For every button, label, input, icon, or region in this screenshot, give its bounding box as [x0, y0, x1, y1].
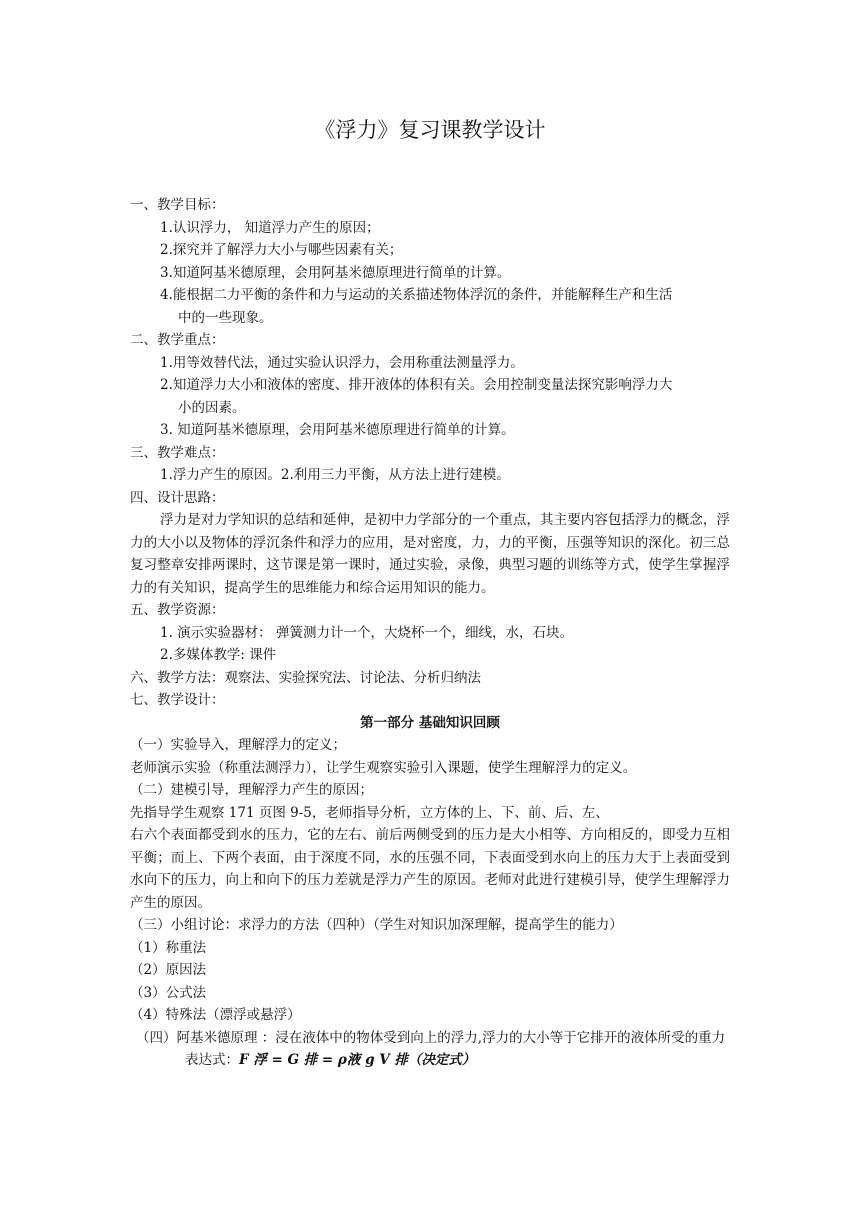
list-item: 2.知道浮力大小和液体的密度、排开液体的体积有关。会用控制变量法探究影响浮力大	[160, 377, 673, 393]
subsection-heading: （一）实验导入，理解浮力的定义；	[130, 737, 346, 753]
section-heading: 四、设计思路：	[130, 489, 225, 506]
list-item: 3. 知道阿基米德原理，会用阿基米德原理进行简单的计算。	[160, 422, 515, 438]
section-heading: 二、教学重点：	[130, 332, 225, 348]
subsection-heading: （三）小组讨论：求浮力的方法（四种）（学生对知识加深理解，提高学生的能力）	[130, 917, 623, 933]
section-heading: 五、教学资源：	[130, 602, 225, 618]
list-item: 2.探究并了解浮力大小与哪些因素有关；	[160, 242, 403, 258]
document-title: 《浮力》复习课教学设计	[314, 118, 546, 142]
formula-line	[130, 1049, 730, 1072]
list-item: 1.浮力产生的原因。2.利用三力平衡，从方法上进行建模。	[160, 467, 510, 483]
list-item-continuation: 中的一些现象。	[178, 309, 273, 326]
section-heading: 三、教学难点：	[130, 444, 225, 461]
paragraph: 浮力是对力学知识的总结和延伸，是初中力学部分的一个重点，其主要内容包括浮力的概念，浮力的大小以及物体的浮沉条件和浮力的应用，是对密度，力，力的平衡，压强等知识的深化。初三总复习整章安排两课时，这节课是第一课时，通过实验，录像，典型习题的训练等方式，使学生掌握浮力的有关知识，提高学生的思维能力和综合运用知识的能力。	[130, 512, 730, 596]
subsection-heading: （二）建模引导，理解浮力产生的原因；	[130, 782, 373, 798]
section-heading: 七、教学设计：	[130, 692, 225, 708]
archimedes-principle	[130, 1027, 730, 1050]
list-item: 1.用等效替代法，通过实验认识浮力，会用称重法测量浮力。	[160, 354, 524, 371]
formula: F 浮 = G 排 = ρ液 g V 排（决定式）	[239, 1052, 476, 1068]
archimedes-label: （四）阿基米德原理 ：	[136, 1029, 276, 1046]
paragraph-line: 先指导学生观察 171 页图 9-5，老师指导分析，立方体的上、下、前、后、左、	[130, 804, 609, 821]
list-item: 2.多媒体教学: 课件	[160, 647, 277, 663]
formula-label: 表达式：	[185, 1052, 239, 1068]
list-item-continuation: 小的因素。	[178, 399, 246, 416]
method-item: （2）原因法	[130, 962, 207, 978]
method-item: （3）公式法	[130, 984, 207, 1001]
list-item: 1. 演示实验器材： 弹簧测力计一个，大烧杯一个，细线，水，石块。	[160, 624, 573, 641]
list-item: 3.知道阿基米德原理，会用阿基米德原理进行简单的计算。	[160, 264, 511, 281]
method-item: （1）称重法	[130, 939, 207, 956]
list-item: 4.能根据二力平衡的条件和力与运动的关系描述物体浮沉的条件，并能解释生产和生活	[160, 287, 673, 303]
list-item: 1.认识浮力， 知道浮力产生的原因；	[160, 219, 380, 236]
paragraph: 右六个表面都受到水的压力，它的左右、前后两侧受到的压力是大小相等、方向相反的，即受力互相平衡；而上、下两个表面，由于深度不同，水的压强不同，下表面受到水向上的压力大于上表面受到水向下的压力，向上和向下的压力差就是浮力产生的原因。老师对此进行建模引导，使学生理解浮力产生的原因。	[130, 827, 730, 911]
section-heading: 六、教学方法：观察法、实验探究法、讨论法、分析归纳法	[130, 669, 481, 686]
document-body	[130, 194, 730, 1072]
archimedes-text: 浸在液体中的物体受到向上的浮力,浮力的大小等于它排开的液体所受的重力	[275, 1029, 726, 1046]
method-item: （4）特殊法（漂浮或悬浮）	[130, 1007, 301, 1023]
paragraph: 老师演示实验（称重法测浮力），让学生观察实验引入课题，使学生理解浮力的定义。	[130, 759, 637, 776]
section-heading: 一、教学目标：	[130, 197, 225, 213]
part-title: 第一部分 基础知识回顾	[360, 714, 500, 731]
